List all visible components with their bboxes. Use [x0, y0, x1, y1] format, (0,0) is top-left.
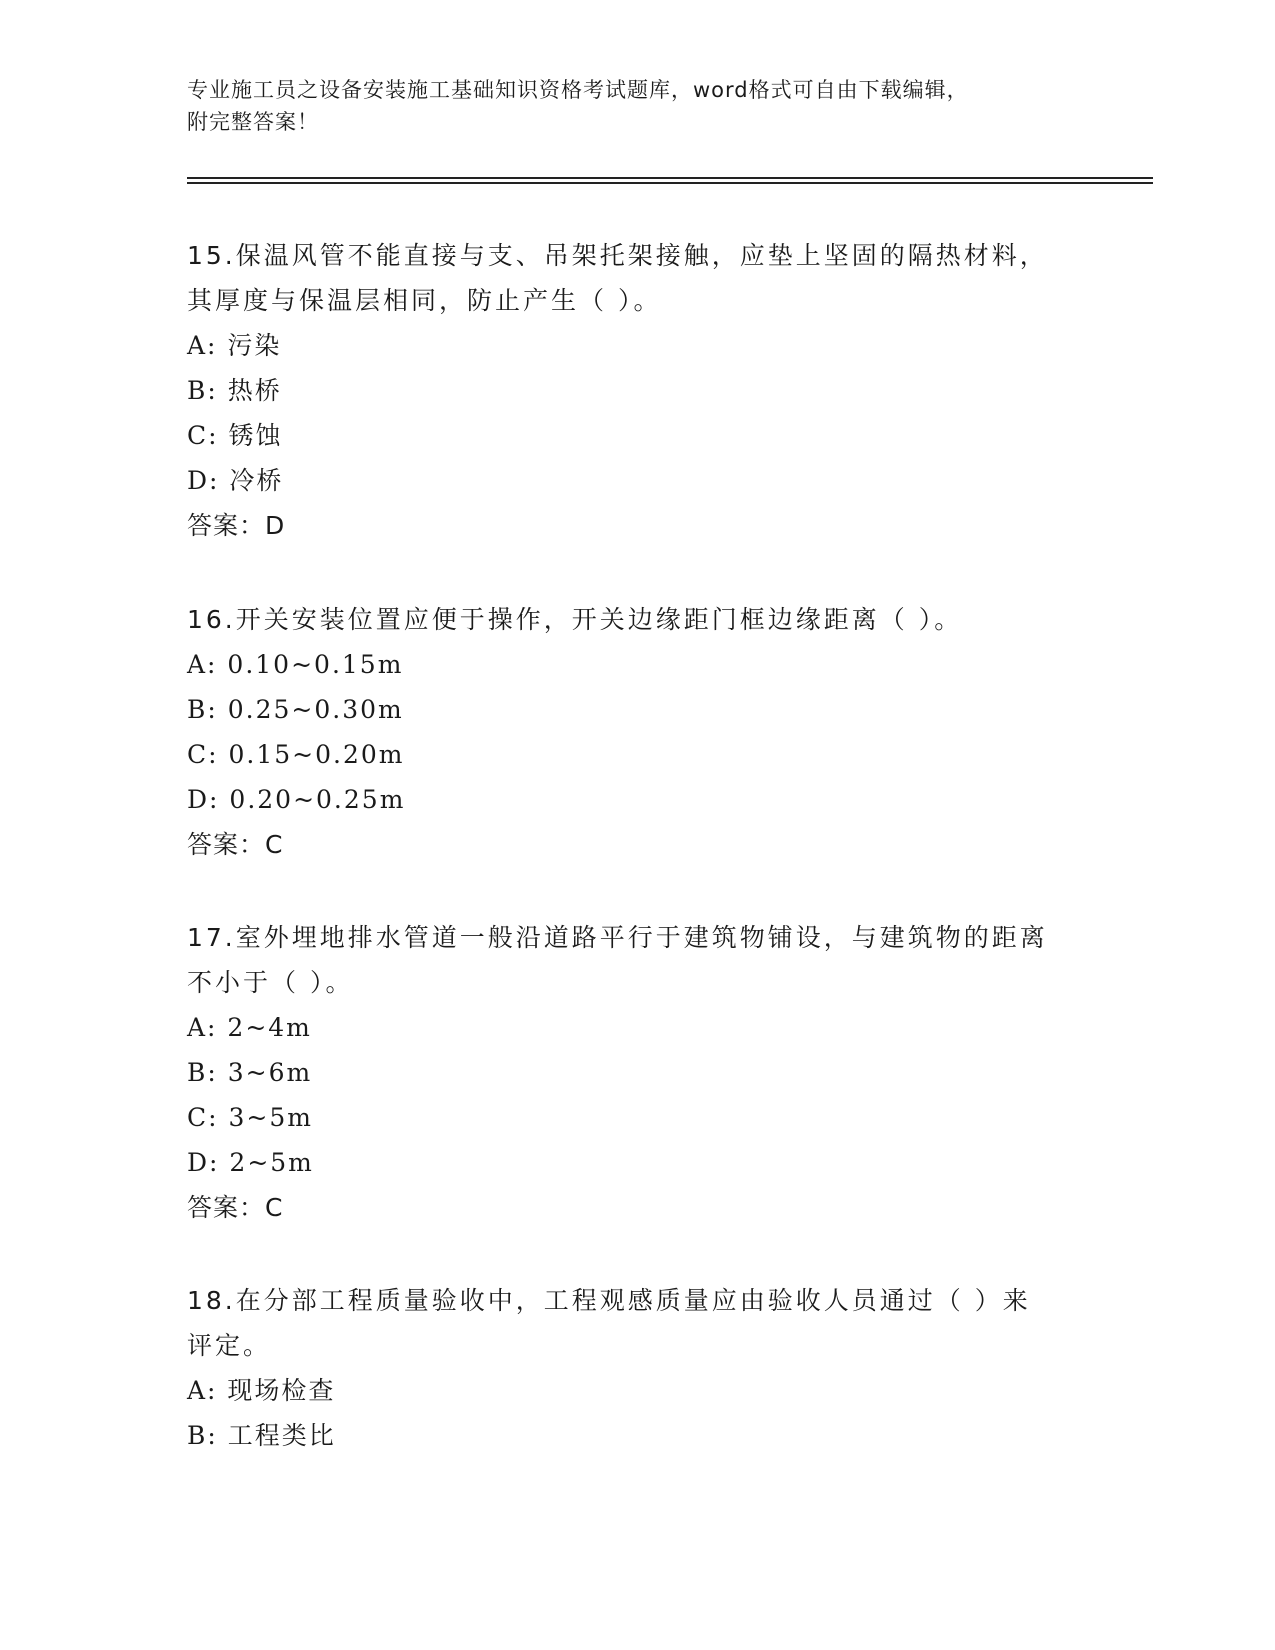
option-d: D: 2~5m: [187, 1148, 314, 1177]
document-header: [187, 74, 1087, 138]
answer-line: 答案：D: [187, 511, 286, 540]
option-a: A: 2~4m: [187, 1013, 312, 1042]
answer-line: 答案：C: [187, 1193, 284, 1222]
question-stem-line: 15.保温风管不能直接与支、吊架托架接触，应垫上坚固的隔热材料，: [187, 241, 1048, 270]
question-stem-line: 评定。: [187, 1331, 272, 1360]
question-18: [187, 1278, 1087, 1458]
header-divider-top: [187, 177, 1153, 179]
question-stem-line: 其厚度与保温层相同，防止产生（ ）。: [187, 286, 662, 315]
option-a: A: 现场检查: [187, 1376, 336, 1405]
option-a: A: 污染: [187, 331, 282, 360]
question-stem-line: 不小于（ ）。: [187, 968, 354, 997]
option-b: B: 工程类比: [187, 1421, 336, 1450]
option-b: B: 3~6m: [187, 1058, 313, 1087]
header-line-1: 专业施工员之设备安装施工基础知识资格考试题库，word格式可自由下载编辑，: [187, 78, 969, 102]
question-stem-line: 18.在分部工程质量验收中，工程观感质量应由验收人员通过（ ）来: [187, 1286, 1031, 1315]
question-15: [187, 233, 1087, 548]
question-stem-line: 17.室外埋地排水管道一般沿道路平行于建筑物铺设，与建筑物的距离: [187, 923, 1048, 952]
option-c: C: 3~5m: [187, 1103, 313, 1132]
option-d: D: 冷桥: [187, 466, 284, 495]
option-a: A: 0.10~0.15m: [187, 650, 404, 679]
question-stem-line: 16.开关安装位置应便于操作，开关边缘距门框边缘距离（ ）。: [187, 605, 963, 634]
question-16: [187, 597, 1087, 867]
option-c: C: 锈蚀: [187, 421, 283, 450]
answer-line: 答案：C: [187, 830, 284, 859]
option-b: B: 0.25~0.30m: [187, 695, 404, 724]
option-b: B: 热桥: [187, 376, 282, 405]
header-divider-bottom: [187, 182, 1153, 184]
question-17: [187, 915, 1087, 1230]
header-line-2: 附完整答案！: [187, 110, 319, 134]
option-d: D: 0.20~0.25m: [187, 785, 406, 814]
option-c: C: 0.15~0.20m: [187, 740, 405, 769]
